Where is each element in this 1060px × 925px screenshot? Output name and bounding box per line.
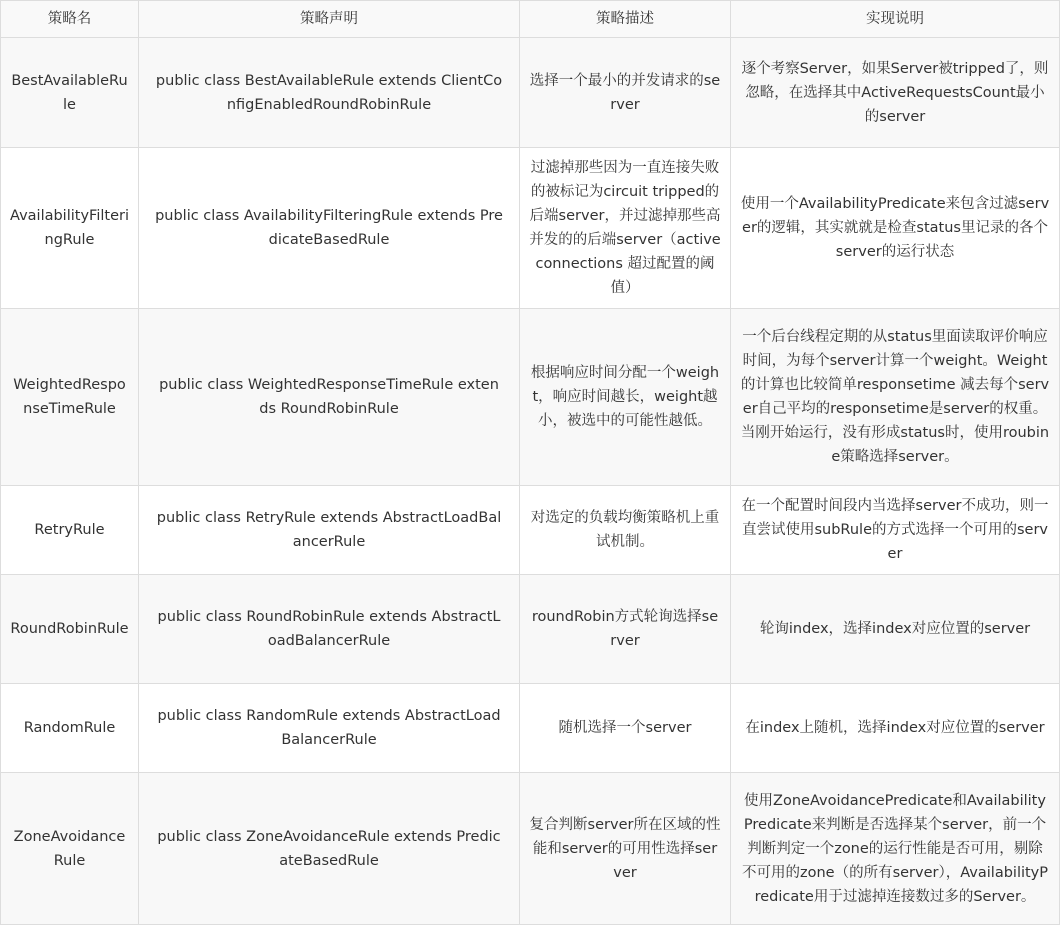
header-strategy-declaration: 策略声明 [139,1,520,38]
cell-implementation-notes: 轮询index，选择index对应位置的server [731,575,1060,684]
cell-implementation-notes: 在index上随机，选择index对应位置的server [731,684,1060,773]
cell-implementation-notes: 在一个配置时间段内当选择server不成功，则一直尝试使用subRule的方式选择一个可用的server [731,486,1060,575]
header-strategy-description: 策略描述 [520,1,731,38]
table-row [1,38,1060,148]
cell-implementation-notes: 逐个考察Server，如果Server被tripped了，则忽略，在选择其中ActiveRequestsCount最小的server [731,38,1060,148]
cell-strategy-name: RoundRobinRule [1,575,139,684]
table-row [1,309,1060,486]
cell-strategy-declaration: public class RandomRule extends AbstractLoadBalancerRule [139,684,520,773]
cell-strategy-description: 根据响应时间分配一个weight，响应时间越长，weight越小，被选中的可能性越低。 [520,309,731,486]
table-row [1,684,1060,773]
cell-implementation-notes: 使用ZoneAvoidancePredicate和AvailabilityPredicate来判断是否选择某个server，前一个判断判定一个zone的运行性能是否可用，剔除不可用的zone（的所有server），AvailabilityPredicate用于过滤掉连接数过多的Server。 [731,773,1060,925]
table-row [1,148,1060,309]
cell-strategy-name: ZoneAvoidanceRule [1,773,139,925]
cell-strategy-name: AvailabilityFilteringRule [1,148,139,309]
cell-strategy-declaration: public class RoundRobinRule extends AbstractLoadBalancerRule [139,575,520,684]
cell-strategy-name: WeightedResponseTimeRule [1,309,139,486]
cell-strategy-name: RetryRule [1,486,139,575]
cell-strategy-description: 复合判断server所在区域的性能和server的可用性选择server [520,773,731,925]
table-header [1,1,1060,38]
cell-strategy-description: 对选定的负载均衡策略机上重试机制。 [520,486,731,575]
cell-strategy-description: 选择一个最小的并发请求的server [520,38,731,148]
cell-strategy-name: BestAvailableRule [1,38,139,148]
table-row [1,575,1060,684]
cell-strategy-description: 随机选择一个server [520,684,731,773]
cell-strategy-declaration: public class RetryRule extends AbstractLoadBalancerRule [139,486,520,575]
cell-strategy-declaration: public class WeightedResponseTimeRule extends RoundRobinRule [139,309,520,486]
table-row [1,486,1060,575]
cell-strategy-declaration: public class BestAvailableRule extends ClientConfigEnabledRoundRobinRule [139,38,520,148]
header-implementation-notes: 实现说明 [731,1,1060,38]
cell-strategy-name: RandomRule [1,684,139,773]
header-row [1,1,1060,38]
table-row [1,773,1060,925]
header-strategy-name: 策略名 [1,1,139,38]
cell-implementation-notes: 使用一个AvailabilityPredicate来包含过滤server的逻辑，其实就就是检查status里记录的各个server的运行状态 [731,148,1060,309]
table-body [1,38,1060,925]
cell-strategy-declaration: public class AvailabilityFilteringRule extends PredicateBasedRule [139,148,520,309]
cell-strategy-description: 过滤掉那些因为一直连接失败的被标记为circuit tripped的后端server，并过滤掉那些高并发的的后端server（active connections 超过配置的阈值） [520,148,731,309]
cell-implementation-notes: 一个后台线程定期的从status里面读取评价响应时间，为每个server计算一个weight。Weight的计算也比较简单responsetime 减去每个server自己平均的responsetime是server的权重。当刚开始运行，没有形成status时，使用roubine策略选择server。 [731,309,1060,486]
cell-strategy-declaration: public class ZoneAvoidanceRule extends PredicateBasedRule [139,773,520,925]
cell-strategy-description: roundRobin方式轮询选择server [520,575,731,684]
